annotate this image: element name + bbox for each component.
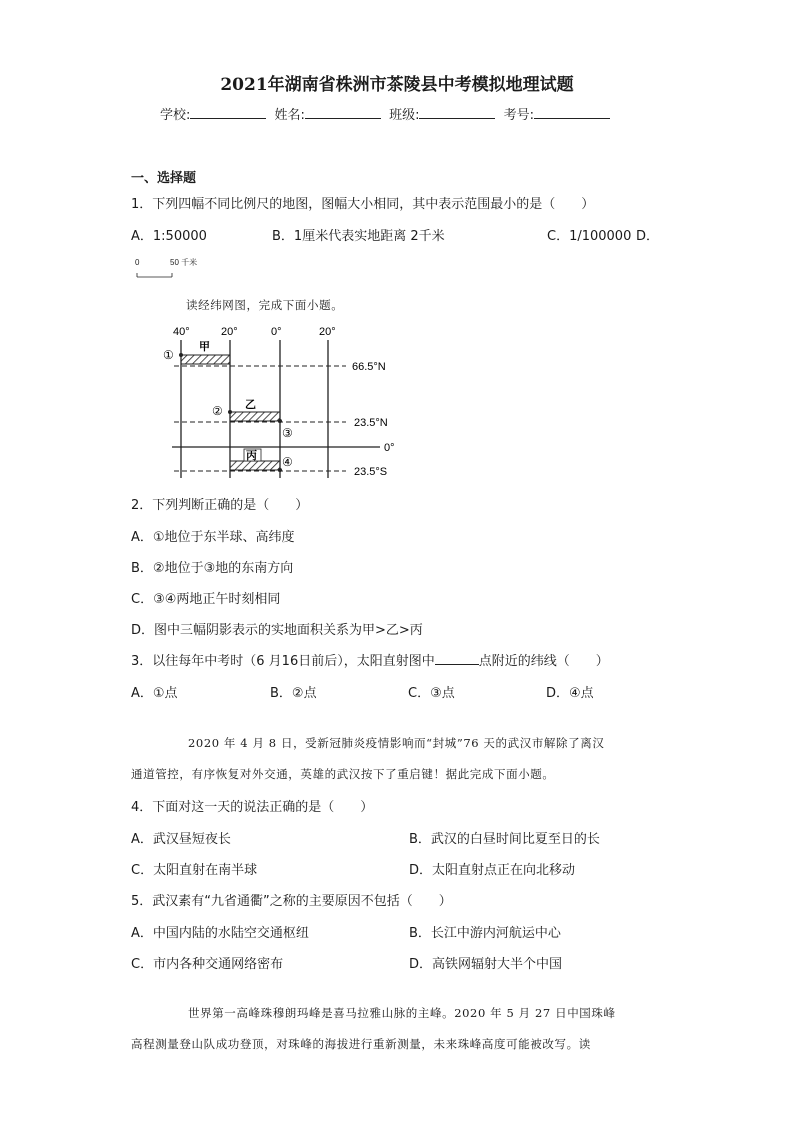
q4-option-b[interactable]: B．武汉的白昼时间比夏至日的长 <box>409 832 600 847</box>
q3-option-a[interactable]: A．①点 <box>131 686 178 701</box>
lat-label-66-5n: 66.5°N <box>352 361 386 373</box>
point-2-dot <box>228 410 232 414</box>
q3-option-c[interactable]: C．③点 <box>408 686 455 701</box>
section-heading: 一、选择题 <box>131 171 197 186</box>
point-1-label: ① <box>163 348 174 362</box>
q5-stem: 5．武汉素有“九省通衢”之称的主要原因不包括（ ） <box>131 894 452 909</box>
region-label-jia: 甲 <box>199 341 210 353</box>
passage-1-line-2: 通道管控，有序恢复对外交通，英雄的武汉按下了重启键！据此完成下面小题。 <box>131 767 555 781</box>
q3-stem-post: 点附近的纬线（ ） <box>478 654 609 669</box>
q1-option-d[interactable]: D． <box>636 229 660 244</box>
point-2-label: ② <box>212 404 223 418</box>
scale-bar <box>130 255 210 283</box>
q2-option-a[interactable]: A．①地位于东半球、高纬度 <box>131 530 295 545</box>
page-title: 2021年湖南省株洲市茶陵县中考模拟地理试题 <box>220 75 574 95</box>
class-blank[interactable] <box>419 106 495 119</box>
q1-option-c[interactable]: C．1/100000 <box>547 229 632 244</box>
point-3-dot <box>278 419 282 423</box>
q4-stem: 4．下面对这一天的说法正确的是（ ） <box>131 800 374 815</box>
q3-stem <box>131 650 609 669</box>
region-bing <box>230 461 280 470</box>
scale-zero-label: 0 <box>135 258 140 267</box>
region-label-bing: 丙 <box>246 450 257 462</box>
q4-option-a[interactable]: A．武汉昼短夜长 <box>131 832 231 847</box>
lon-label-20-east: 20° <box>319 326 336 338</box>
lat-label-23-5s: 23.5°S <box>354 466 388 478</box>
q2-stem: 2．下列判断正确的是（ ） <box>131 498 309 513</box>
q5-option-d[interactable]: D．高铁网辐射大半个中国 <box>409 957 563 972</box>
graticule-map <box>160 318 400 486</box>
region-yi <box>230 412 280 421</box>
exam-no-label: 考号: <box>503 108 534 123</box>
passage-2-line-1: 世界第一高峰珠穆朗玛峰是喜马拉雅山脉的主峰。2020 年 5 月 27 日中国珠峰 <box>188 1006 616 1020</box>
lon-label-40: 40° <box>173 326 190 338</box>
q2-option-c[interactable]: C．③④两地正午时刻相同 <box>131 592 281 607</box>
q1-option-a[interactable]: A．1:50000 <box>131 229 207 244</box>
student-info-row <box>160 104 614 123</box>
lon-label-20-west: 20° <box>221 326 238 338</box>
exam-no-blank[interactable] <box>534 106 610 119</box>
region-jia <box>181 355 230 364</box>
point-4-label: ④ <box>282 455 293 469</box>
scale-distance-label: 50 千米 <box>170 258 198 267</box>
school-blank[interactable] <box>190 106 266 119</box>
passage-1-line-1: 2020 年 4 月 8 日，受新冠肺炎疫情影响而“封城”76 天的武汉市解除了离汉 <box>188 736 605 750</box>
name-blank[interactable] <box>305 106 381 119</box>
q3-option-d[interactable]: D．④点 <box>546 686 594 701</box>
q3-option-b[interactable]: B．②点 <box>270 686 317 701</box>
q3-answer-blank[interactable] <box>435 654 479 665</box>
q5-option-c[interactable]: C．市内各种交通网络密布 <box>131 957 284 972</box>
passage-2-line-2: 高程测量登山队成功登顶，对珠峰的海拔进行重新测量，未来珠峰高度可能被改写。读 <box>131 1037 591 1051</box>
lat-label-23-5n: 23.5°N <box>354 417 388 429</box>
region-label-yi: 乙 <box>245 399 256 411</box>
q2-option-d[interactable]: D．图中三幅阴影表示的实地面积关系为甲>乙>丙 <box>131 623 423 638</box>
q1-option-b[interactable]: B．1厘米代表实地距离 2千米 <box>272 229 445 244</box>
class-label: 班级: <box>389 108 420 123</box>
lon-label-0: 0° <box>271 326 282 338</box>
q4-option-c[interactable]: C．太阳直射在南半球 <box>131 863 258 878</box>
q5-option-b[interactable]: B．长江中游内河航运中心 <box>409 926 561 941</box>
point-3-label: ③ <box>282 426 293 440</box>
q5-option-a[interactable]: A．中国内陆的水陆空交通枢纽 <box>131 926 309 941</box>
school-label: 学校: <box>160 108 191 123</box>
q4-option-d[interactable]: D．太阳直射点正在向北移动 <box>409 863 576 878</box>
q1-stem: 1．下列四幅不同比例尺的地图，图幅大小相同，其中表示范围最小的是（ ） <box>131 197 595 212</box>
q2-option-b[interactable]: B．②地位于③地的东南方向 <box>131 561 294 576</box>
map-intro: 读经纬网图，完成下面小题。 <box>186 298 344 312</box>
point-1-dot <box>179 353 183 357</box>
q3-stem-pre: 3．以往每年中考时（6 月16日前后），太阳直射图中 <box>131 654 435 669</box>
lat-label-equator: 0° <box>384 442 395 454</box>
name-label: 姓名: <box>274 108 305 123</box>
